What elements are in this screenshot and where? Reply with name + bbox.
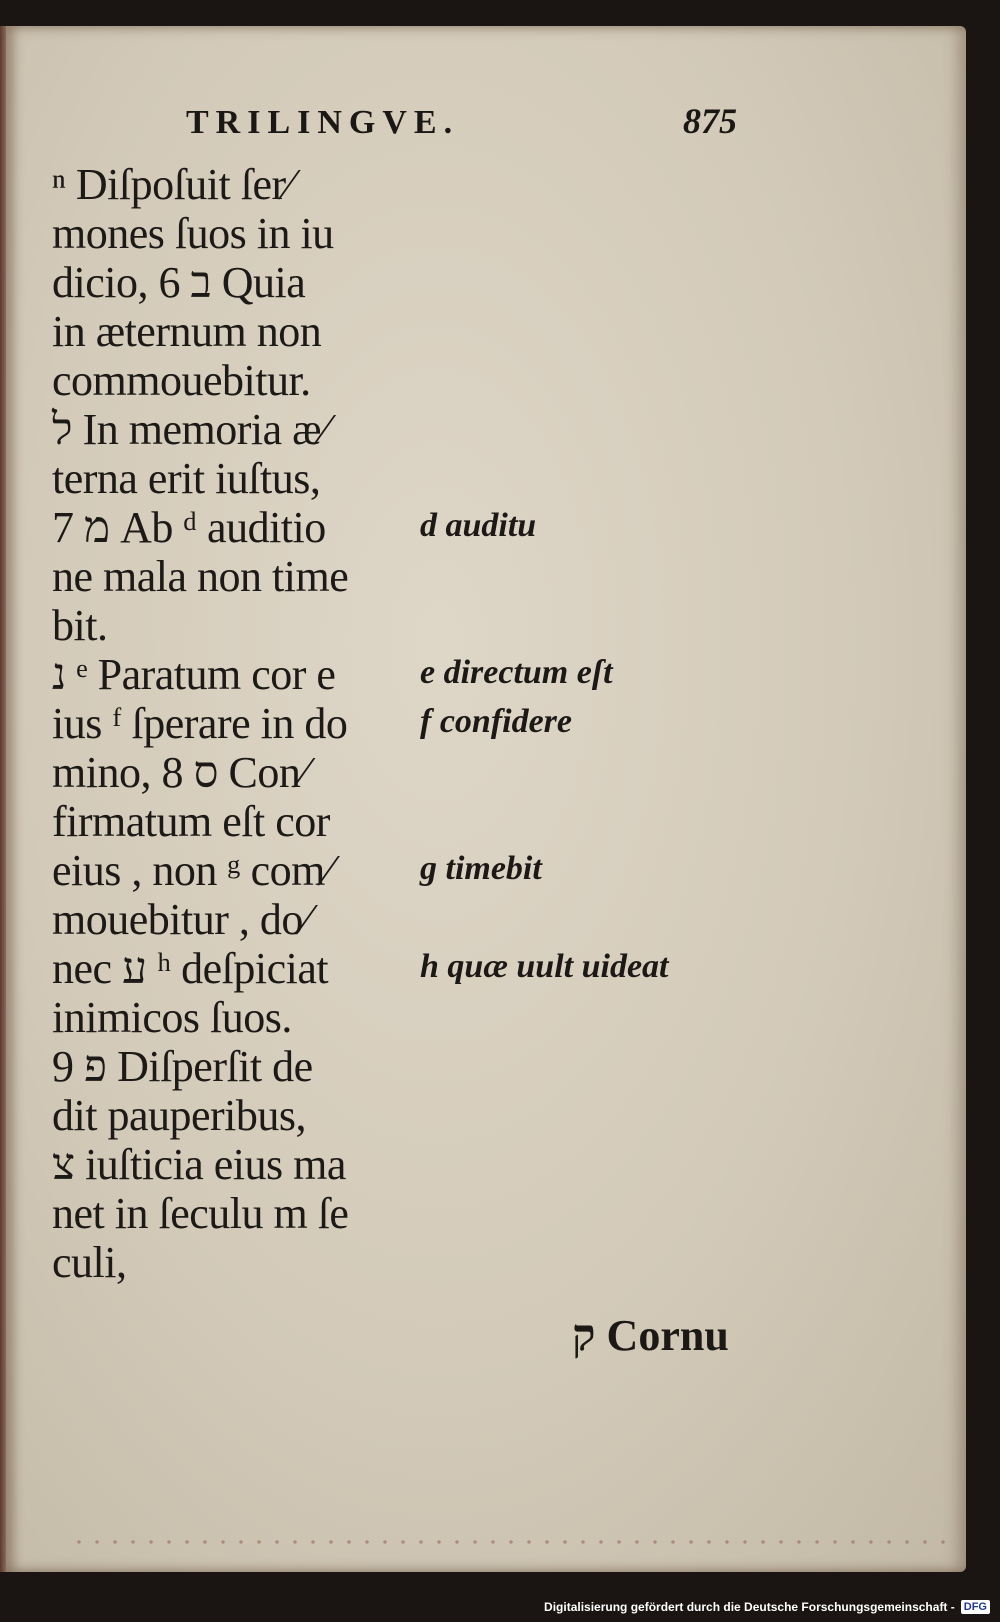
- text-line: mouebitur , do⁄: [52, 895, 310, 944]
- text-line: in æternum non: [52, 307, 322, 356]
- text-line: פ 9 Diſperſit de: [52, 1042, 313, 1091]
- text-line: מ 7 Ab ᵈ auditio: [52, 503, 326, 552]
- text-line: commouebitur.: [52, 356, 311, 405]
- text-line: nec ע ʰ deſpiciat: [52, 944, 329, 993]
- text-line: mino, ס 8 Con⁄: [52, 748, 308, 797]
- dfg-logo: DFG: [961, 1600, 990, 1614]
- margin-note: d auditu: [420, 507, 537, 544]
- text-line: צ iuſticia eius ma: [52, 1140, 346, 1189]
- margin-note: f confidere: [420, 703, 573, 740]
- text-line: mones ſuos in iu: [52, 209, 334, 258]
- text-line: ל In memoria æ⁄: [52, 405, 328, 454]
- main-text-column: [52, 160, 348, 1287]
- margin-note: g timebit: [420, 850, 542, 887]
- text-line: dit pauperibus,: [52, 1091, 307, 1140]
- text-line: net in ſeculu m ſe: [52, 1189, 349, 1238]
- margin-note: h quæ uult uideat: [420, 948, 669, 985]
- text-line: inimicos ſuos.: [52, 993, 292, 1042]
- text-line: ne mala non time: [52, 552, 349, 601]
- page-bottom-dots: [70, 1540, 950, 1544]
- text-line: dicio, ב 6 Quia: [52, 258, 306, 307]
- catchword: ק Cornu: [572, 1311, 729, 1360]
- text-line: eius , non ᵍ com⁄: [52, 846, 332, 895]
- digitization-credit: [544, 1596, 990, 1618]
- text-line: firmatum eſt cor: [52, 797, 330, 846]
- running-title: TRILINGVE.: [186, 104, 460, 141]
- text-line: ius ᶠ ſperare in do: [52, 699, 348, 748]
- text-line: נ ᵉ Paratum cor e: [52, 650, 336, 699]
- page-number: 875: [683, 101, 737, 141]
- text-line: culi,: [52, 1238, 127, 1287]
- text-line: bit.: [52, 601, 108, 650]
- margin-note: e directum eſt: [420, 654, 613, 691]
- text-line: terna erit iuſtus,: [52, 454, 321, 503]
- text-line: ⁿ Diſpoſuit ſer⁄: [52, 160, 293, 209]
- credit-text: Digitalisierung gefördert durch die Deutsche Forschungsgemeinschaft -: [544, 1600, 955, 1614]
